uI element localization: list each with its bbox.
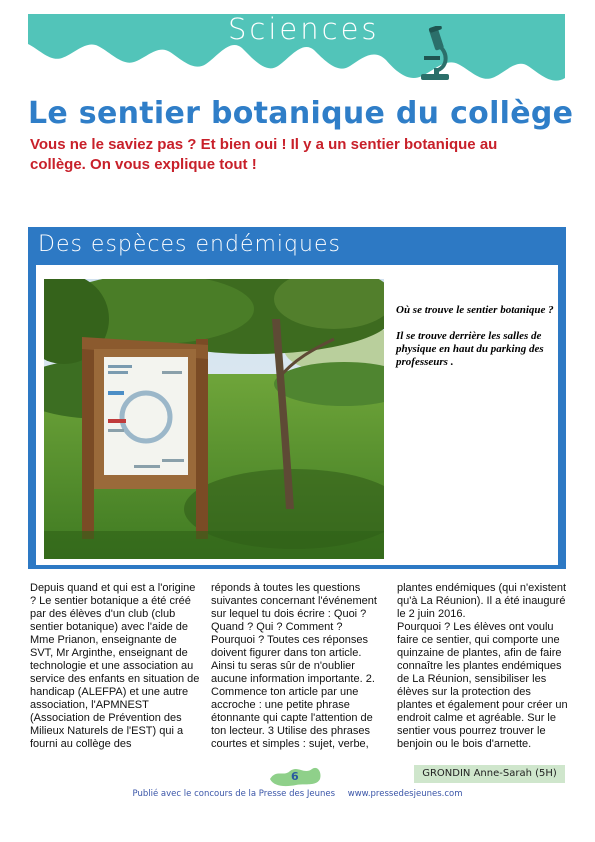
footer-website[interactable]: www.pressedesjeunes.com bbox=[347, 789, 463, 799]
footer-credit-text: Publié avec le concours de la Presse des Jeunes bbox=[132, 789, 336, 799]
body-column-1 bbox=[30, 582, 202, 751]
body-column-2 bbox=[211, 582, 383, 751]
body-paragraph: plantes endémiques (qui n'existent qu'à La Réunion). Il a été inauguré le 2 juin 2016. bbox=[397, 582, 567, 620]
article-title: Le sentier botanique du collège bbox=[28, 96, 574, 131]
qa-question: Où se trouve le sentier botanique ? bbox=[396, 304, 554, 316]
page-number: 6 bbox=[291, 770, 299, 783]
section-title: Sciences bbox=[228, 12, 380, 46]
body-paragraph: Depuis quand et qui est a l'origine ? Le sentier botanique a été créé par des élèves d'un club (club sentier botanique) avec l'aide de Mme Prianon, enseignante de SVT, Mr Arginthe, enseignant de technologie et une association au service des enfants en situation de handicap (ALEFPA) et une autre association, l'APMNEST (Association de Prévention des Milieux Naturels de l'EST) qui a fourni au collège des bbox=[30, 582, 200, 750]
trail-sign-photo bbox=[44, 279, 384, 559]
body-paragraph: réponds à toutes les questions suivantes concernant l'événement sur lequel tu dois écrire : Quoi ? Quand ? Qui ? Comment ? Pourquoi ? Toutes ces réponses doivent figurer dans ton article. Ainsi tu seras sûr de n'oublier aucune information importante. 2. Commence ton article par une accroche : une petite phrase étonnante qui capte l'attention de ton lecteur. 3 Utilise des phrases courtes et simples : sujet, verbe, bbox=[211, 582, 377, 750]
body-column-3 bbox=[397, 582, 569, 751]
microscope-icon bbox=[418, 26, 452, 82]
author-badge: GRONDIN Anne-Sarah (5H) bbox=[414, 765, 565, 783]
feature-title: Des espèces endémiques bbox=[38, 232, 341, 257]
article-intro: Vous ne le saviez pas ? Et bien oui ! Il y a un sentier botanique au collège. On vous explique tout ! bbox=[30, 136, 498, 173]
qa-answer: Il se trouve derrière les salles de physique en haut du parking des professeurs . bbox=[396, 330, 544, 368]
body-paragraph: Pourquoi ? Les élèves ont voulu faire ce sentier, qui comporte une quinzaine de plantes, afin de faire connaître les plantes endémiques de La Réunion, sensibiliser les élèves sur la protection des plantes et également pour créer un endroit calme et agréable. Sur le sentier vous pourrez trouver le benjoin ou le bois d'arnette. bbox=[397, 621, 568, 750]
footer-credit bbox=[0, 789, 595, 799]
qa-box bbox=[396, 304, 556, 382]
